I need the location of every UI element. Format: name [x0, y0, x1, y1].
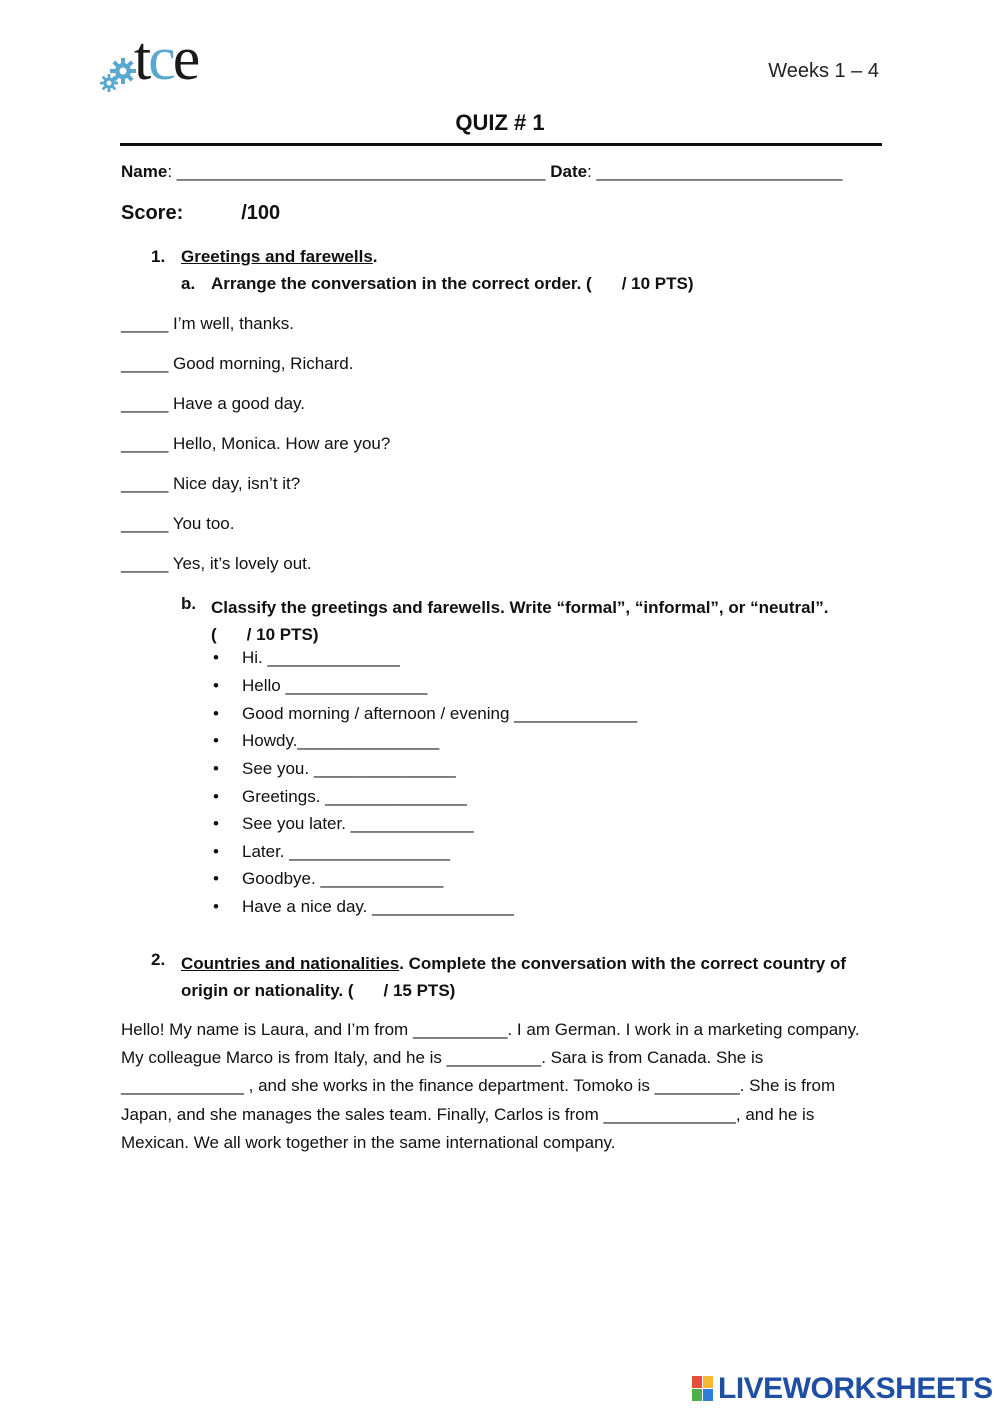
list-item-text: See you later. _____________	[242, 814, 474, 833]
section-1-title-text: Greetings and farewells	[181, 247, 373, 266]
part-a-letter: a.	[181, 274, 196, 293]
conversation-line[interactable]: _____ Have a good day.	[121, 394, 305, 413]
list-item-text: Greetings. _______________	[242, 787, 467, 806]
part-b-points: / 10 PTS)	[246, 625, 319, 644]
list-item-text: Hi. ______________	[242, 648, 400, 667]
list-item[interactable]	[213, 676, 427, 696]
list-item-text: Have a nice day. _______________	[242, 897, 514, 916]
bullet-icon: •	[213, 759, 219, 778]
list-item[interactable]	[213, 897, 514, 917]
list-item[interactable]	[213, 704, 637, 724]
conversation-line[interactable]: _____ I’m well, thanks.	[121, 314, 294, 333]
section-2-number: 2.	[151, 950, 166, 969]
tce-logo	[100, 25, 230, 102]
part-b-letter: b.	[181, 594, 197, 613]
title-divider	[120, 143, 882, 146]
brand-name: LIVEWORKSHEETS	[718, 1372, 993, 1405]
part-b-instruction-text: Classify the greetings and farewells. Write “formal”, “informal”, or “neutral”.	[211, 598, 829, 617]
small-gear-icon	[100, 74, 118, 92]
list-item-text: Later. _________________	[242, 842, 450, 861]
list-item-text: See you. _______________	[242, 759, 456, 778]
list-item[interactable]	[213, 648, 400, 668]
section-2-points: / 15 PTS)	[383, 981, 456, 1000]
list-item[interactable]	[213, 814, 474, 834]
part-a-instruction	[211, 274, 694, 294]
score-row	[121, 202, 280, 225]
name-date-row	[121, 162, 842, 182]
part-b-points-open: (	[211, 625, 217, 644]
conversation-line[interactable]: _____ Good morning, Richard.	[121, 354, 354, 373]
section-2-paragraph[interactable]: Hello! My name is Laura, and I’m from __________. I am German. I work in a marketing company. My colleague Marco is from Italy, and he is __________. Sara is from Canada. She is _____________ , and she works in the finance department. Tomoko is _________. She is from Japan, and she manages the sales team. Finally, Carlos is from ______________, and he is Mexican. We all work together in the same international company.	[121, 1020, 860, 1152]
score-label: Score:	[121, 202, 184, 224]
date-label: Date	[550, 162, 588, 181]
section-2-title: Countries and nationalities	[181, 954, 400, 973]
bullet-icon: •	[213, 869, 219, 888]
list-item[interactable]	[213, 759, 456, 779]
bullet-icon: •	[213, 648, 219, 667]
conversation-line[interactable]: _____ Hello, Monica. How are you?	[121, 434, 391, 453]
list-item[interactable]	[213, 731, 439, 751]
part-b-instruction	[211, 594, 891, 648]
list-item[interactable]	[213, 787, 467, 807]
list-item[interactable]	[213, 842, 450, 862]
list-item-text: Howdy._______________	[242, 731, 440, 750]
score-total: /100	[241, 202, 281, 224]
weeks-label: Weeks 1 – 4	[768, 60, 879, 82]
section-2-instruction: . Complete the conversation with the correct country of origin or nationality. (	[181, 954, 846, 1000]
page-title: QUIZ # 1	[455, 110, 545, 135]
conversation-line[interactable]: _____ You too.	[121, 514, 235, 533]
part-a-points: / 10 PTS)	[621, 274, 694, 293]
date-field[interactable]: : __________________________	[587, 162, 843, 181]
bullet-icon: •	[213, 676, 219, 695]
list-item-text: Good morning / afternoon / evening _____________	[242, 704, 638, 723]
logo-wordmark: tce	[134, 25, 198, 93]
conversation-line[interactable]: _____ Yes, it’s lovely out.	[121, 554, 312, 573]
bullet-icon: •	[213, 842, 219, 861]
part-a-instruction-text: Arrange the conversation in the correct order. (	[211, 274, 592, 293]
bullet-icon: •	[213, 731, 219, 750]
list-item-text: Hello _______________	[242, 676, 428, 695]
name-field[interactable]: : _______________________________________	[167, 162, 546, 181]
bullet-icon: •	[213, 897, 219, 916]
list-item-text: Goodbye. _____________	[242, 869, 444, 888]
section-1-title	[181, 247, 378, 267]
list-item[interactable]	[213, 869, 443, 889]
liveworksheets-brand	[692, 1374, 993, 1404]
section-1-number: 1.	[151, 247, 166, 266]
bullet-icon: •	[213, 787, 219, 806]
conversation-line[interactable]: _____ Nice day, isn’t it?	[121, 474, 301, 493]
bullet-icon: •	[213, 814, 219, 833]
bullet-icon: •	[213, 704, 219, 723]
liveworksheets-logo-icon	[692, 1376, 714, 1402]
section-1-title-suffix: .	[372, 247, 378, 266]
name-label: Name	[121, 162, 168, 181]
section-2-heading	[181, 950, 886, 1004]
